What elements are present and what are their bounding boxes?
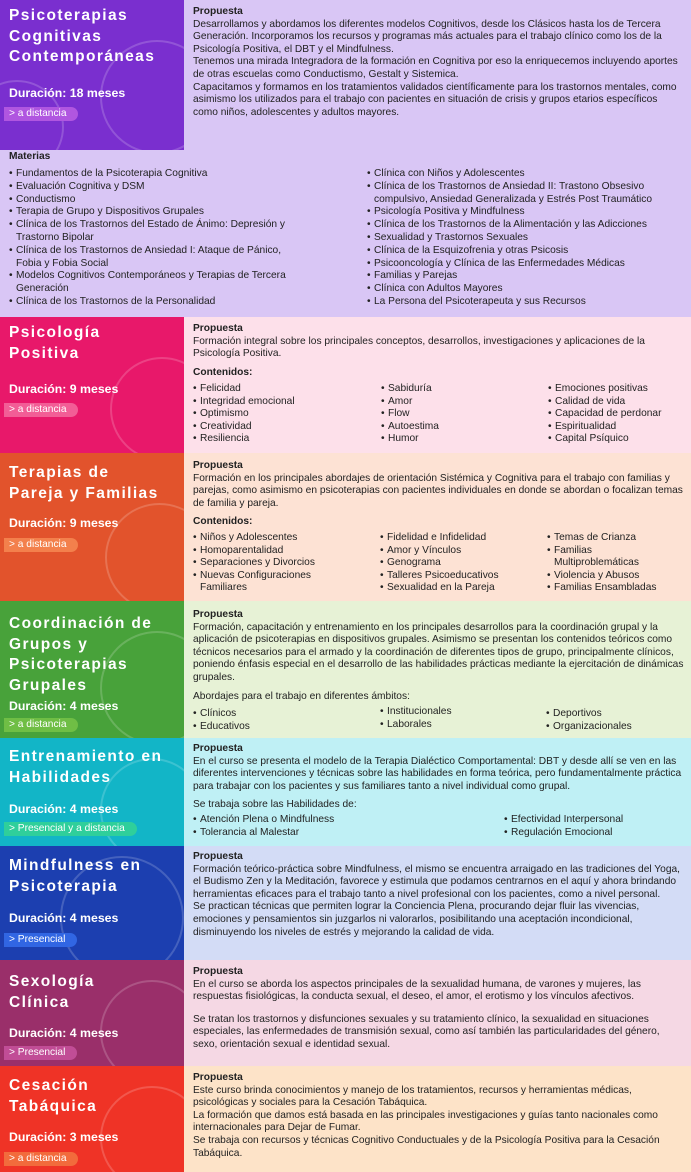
mode-badge[interactable]: > a distancia [4, 718, 78, 732]
list-item: • Fundamentos de la Psicoterapia Cognitiva [9, 168, 309, 181]
list-item: • Emociones positivas [548, 383, 688, 396]
propuesta-text: En el curso se aborda los aspectos principales de la sexualidad humana, de varones y mujeres, las respuestas fisiológicas, la conducta sexual, el deseo, el amor, el erotismo y los vínculos afectivos. [193, 978, 641, 1003]
list-item: • Felicidad [193, 383, 373, 396]
mode-badge[interactable]: > Presencial [4, 933, 77, 947]
course-coordinacion-grupos [0, 601, 691, 738]
contenidos-list-2 [380, 532, 540, 595]
list-item: • Sexualidad en la Pareja [380, 582, 540, 595]
course-entrenamiento-habilidades [0, 738, 691, 846]
propuesta-text: Se practican técnicas que permiten lograr la Conciencia Plena, procurando dejar fluir las vivencias, emociones y pensamientos sin juzgarlos ni valorarlos, posibilitando una aceptación incondicional, disminuyendo los niveles de estrés y mejorando la calidad de vida. [193, 901, 640, 938]
list-item: • Atención Plena o Mindfulness [193, 814, 393, 827]
propuesta-text: Se trabaja con recursos y técnicas Cognitivo Conductuales y de la Psicología Positiva para la Cesación Tabáquica. [193, 1134, 660, 1159]
course-header [0, 738, 184, 846]
list-item: • Organizacionales [546, 721, 676, 734]
list-item: • Flow [381, 408, 531, 421]
course-description [184, 0, 691, 150]
propuesta-label: Propuesta [193, 851, 243, 862]
course-duration: Duración: 9 meses [9, 516, 119, 530]
course-header [0, 0, 184, 150]
propuesta-text: La formación que damos está basada en las principales investigaciones y guías tanto nacionales como internacionales para Dejar de Fumar. [193, 1109, 658, 1134]
habilidades-list-1 [193, 814, 393, 839]
contenidos-label: Contenidos: [193, 516, 253, 528]
propuesta-text: Se tratan los trastornos y disfunciones sexuales y su tratamiento clínico, la sexualidad en situaciones especiales, las enfermedades de transmisión sexual, como así también las particularidades del género, sexo, orientación sexual e identidad sexual. [193, 1013, 660, 1050]
course-duration: Duración: 18 meses [9, 86, 126, 100]
list-item: • Clínica de la Esquizofrenia y otras Psicosis [367, 245, 667, 258]
propuesta-text: Tenemos una mirada Integradora de la formación en Cognitiva por eso la enriquecemos incluyendo aportes de otras escuelas como Conductismo, Gestalt y Sistemica. [193, 56, 678, 80]
list-item: • Amor [381, 396, 531, 409]
list-item: • Temas de Crianza [547, 532, 667, 545]
list-item: • Tolerancia al Malestar [193, 827, 393, 840]
propuesta-text: Capacitamos y formamos en los tratamientos validados científicamente para los trastornos mentales, como asimismo los utilizados para el trabajo con pacientes en situación de crisis y grupos etarios específicos como niños, adolescentes y adultos mayores. [193, 81, 677, 118]
list-item: • Terapia de Grupo y Dispositivos Grupales [9, 206, 309, 219]
course-header [0, 601, 184, 738]
course-header [0, 317, 184, 453]
contenidos-list-1 [193, 383, 373, 446]
list-item: • Sabiduría [381, 383, 531, 396]
abordajes-list-3 [546, 708, 676, 733]
propuesta-text: En el curso se presenta el modelo de la Terapia Dialéctico Comportamental: DBT y desde allí se ven en las diferentes intervenciones y técnicas sobre las habilidades en forma teórica, pero fundamentalmente práctica para trabajar con los pacientes y sus familiares tanto a nivel individual como grupal. [193, 755, 682, 792]
contenidos-label: Contenidos: [193, 366, 253, 378]
abordajes-intro: Abordajes para el trabajo en diferentes ámbitos: [193, 690, 410, 702]
mode-badge[interactable]: > a distancia [4, 538, 78, 552]
course-title: Terapias de Pareja y Familias [9, 464, 159, 502]
course-title: Psicoterapias Cognitivas Contemporáneas [9, 7, 156, 65]
course-cesacion-tabaquica [0, 1066, 691, 1172]
list-item: • Homoparentalidad [193, 545, 343, 558]
contenidos-list-3 [547, 532, 667, 595]
list-item: • Clínica con Niños y Adolescentes [367, 168, 667, 181]
list-item: • Clínica de los Trastornos de Ansiedad I: Ataque de Pánico, Fobia y Fobia Social [9, 245, 309, 271]
list-item: • Clínicos [193, 708, 343, 721]
course-title: Coordinación de Grupos y Psicoterapias Grupales [9, 615, 153, 694]
mode-badge[interactable]: > Presencial y a distancia [4, 822, 137, 836]
propuesta-text: Formación en los principales abordajes de orientación Sistémica y Cognitiva para el trabajo con familias y parejas, como asimismo en psicoterapias con pacientes individuales en donde se abordan o focalizan temas de familia y pareja. [193, 472, 683, 509]
list-item: • Nuevas Configuraciones Familiares [193, 570, 343, 595]
list-item: • Psicología Positiva y Mindfulness [367, 206, 667, 219]
list-item: • Optimismo [193, 408, 373, 421]
list-item: • Psicooncología y Clínica de las Enfermedades Médicas [367, 258, 667, 271]
course-description [184, 846, 691, 960]
list-item: • Evaluación Cognitiva y DSM [9, 181, 309, 194]
course-header [0, 453, 184, 601]
list-item: • Clínica con Adultos Mayores [367, 283, 667, 296]
course-description [184, 453, 691, 601]
list-item: • La Persona del Psicoterapeuta y sus Recursos [367, 296, 667, 309]
contenidos-list-3 [548, 383, 688, 446]
propuesta-text: Formación integral sobre los principales conceptos, desarrollos, investigaciones y aplicaciones de la Psicología Positiva. [193, 335, 645, 360]
course-duration: Duración: 4 meses [9, 1026, 119, 1040]
course-psicoterapias-cognitivas [0, 0, 691, 317]
course-header [0, 1066, 184, 1172]
contenidos-list-2 [381, 383, 531, 446]
mode-badge[interactable]: > a distancia [4, 107, 78, 121]
list-item: • Clínica de los Trastornos del Estado de Ánimo: Depresión y Trastorno Bipolar [9, 219, 309, 245]
course-title: Psicología Positiva [9, 324, 101, 362]
propuesta-text: Formación, capacitación y entrenamiento en los principales desarrollos para la coordinación grupal y la aplicación de psicoterapias en dispositivos grupales. Asimismo se presentan los contenidos teóricos como técnicos necesarios para el armado y la coordinación de diferentes tipos de grupo, principalmente clínicos, poniendo énfasis especial en el desarrollo de las habilidades prácticas mediante la ejercitación de dinámicas grupales. [193, 621, 684, 683]
course-header [0, 846, 184, 960]
list-item: • Creatividad [193, 421, 373, 434]
propuesta-text: Desarrollamos y abordamos los diferentes modelos Cognitivos, desde los Clásicos hasta los de Tercera Generación. Incorporamos los recursos y programas más actuales para el trabajo clínico como los de la Psicología Positiva, el DBT y el Mindfulness. [193, 18, 662, 55]
list-item: • Efectividad Interpersonal [504, 814, 674, 827]
course-terapias-pareja-familias [0, 453, 691, 601]
list-item: • Familias y Parejas [367, 270, 667, 283]
mode-badge[interactable]: > Presencial [4, 1046, 77, 1060]
list-item: • Separaciones y Divorcios [193, 557, 343, 570]
list-item: • Violencia y Abusos [547, 570, 667, 583]
propuesta-label: Propuesta [193, 743, 243, 754]
list-item: • Genograma [380, 557, 540, 570]
propuesta-label: Propuesta [193, 460, 243, 471]
mode-badge[interactable]: > a distancia [4, 1152, 78, 1166]
course-duration: Duración: 4 meses [9, 699, 119, 713]
list-item: • Capacidad de perdonar [548, 408, 688, 421]
list-item: • Laborales [380, 719, 530, 732]
list-item: • Amor y Vínculos [380, 545, 540, 558]
list-item: • Familias Ensambladas [547, 582, 667, 595]
course-header [0, 960, 184, 1066]
course-title: Mindfulness en Psicoterapia [9, 857, 142, 895]
propuesta-text: Formación teórico-práctica sobre Mindfulness, el mismo se encuentra arraigado en las tradiciones del Yoga, el Budismo Zen y la Meditación, favorece y estimula que podamos centrarnos en el aquí y ahora brindando herramientas eficaces para el trabajo tanto a nivel profesional con los pacientes, como a nivel personal. [193, 863, 680, 900]
course-psicologia-positiva [0, 317, 691, 453]
course-description [184, 1066, 691, 1172]
course-sexologia [0, 960, 691, 1066]
propuesta-label: Propuesta [193, 966, 243, 977]
propuesta-label: Propuesta [193, 6, 243, 17]
contenidos-list-1 [193, 532, 343, 595]
course-description [184, 601, 691, 738]
materias-list-1 [9, 168, 309, 309]
course-duration: Duración: 3 meses [9, 1130, 119, 1144]
list-item: • Espiritualidad [548, 421, 688, 434]
course-title: Sexología Clínica [9, 973, 95, 1011]
habilidades-list-2 [504, 814, 674, 839]
propuesta-text: Este curso brinda conocimientos y manejo de los tratamientos, recursos y herramientas médicas, psicológicas y sociales para la Cesación Tabáquica. [193, 1084, 632, 1109]
course-description [184, 738, 691, 846]
list-item: • Integridad emocional [193, 396, 373, 409]
course-description [184, 960, 691, 1066]
list-item: • Niños y Adolescentes [193, 532, 343, 545]
list-item: • Clínica de los Trastornos de Ansiedad II: Trastono Obsesivo compulsivo, Ansiedad Generalizada y Estrés Post Traumático [367, 181, 667, 207]
list-item: • Clínica de los Trastornos de la Personalidad [9, 296, 309, 309]
list-item: • Deportivos [546, 708, 676, 721]
list-item: • Familias Multiproblemáticas [547, 545, 667, 570]
abordajes-list-2 [380, 706, 530, 731]
course-duration: Duración: 4 meses [9, 911, 119, 925]
course-title: Cesación Tabáquica [9, 1077, 98, 1115]
mode-badge[interactable]: > a distancia [4, 403, 78, 417]
course-duration: Duración: 9 meses [9, 382, 119, 396]
list-item: • Conductismo [9, 194, 309, 207]
list-item: • Resiliencia [193, 433, 373, 446]
list-item: • Sexualidad y Trastornos Sexuales [367, 232, 667, 245]
list-item: • Humor [381, 433, 531, 446]
list-item: • Capital Psíquico [548, 433, 688, 446]
course-description [184, 317, 691, 453]
propuesta-label: Propuesta [193, 609, 243, 620]
list-item: • Educativos [193, 721, 343, 734]
propuesta-label: Propuesta [193, 323, 243, 334]
list-item: • Calidad de vida [548, 396, 688, 409]
course-title: Entrenamiento en Habilidades [9, 748, 163, 786]
materias-list-2 [367, 168, 667, 309]
list-item: • Modelos Cognitivos Contemporáneos y Terapias de Tercera Generación [9, 270, 309, 296]
list-item: • Clínica de los Trastornos de la Alimentación y las Adicciones [367, 219, 667, 232]
materias-label: Materias [9, 151, 51, 162]
list-item: • Institucionales [380, 706, 530, 719]
propuesta-label: Propuesta [193, 1072, 243, 1083]
habilidades-intro: Se trabaja sobre las Habilidades de: [193, 799, 357, 811]
list-item: • Talleres Psicoeducativos [380, 570, 540, 583]
list-item: • Autoestima [381, 421, 531, 434]
course-duration: Duración: 4 meses [9, 802, 119, 816]
list-item: • Regulación Emocional [504, 827, 674, 840]
course-mindfulness [0, 846, 691, 960]
list-item: • Fidelidad e Infidelidad [380, 532, 540, 545]
abordajes-list-1 [193, 708, 343, 733]
